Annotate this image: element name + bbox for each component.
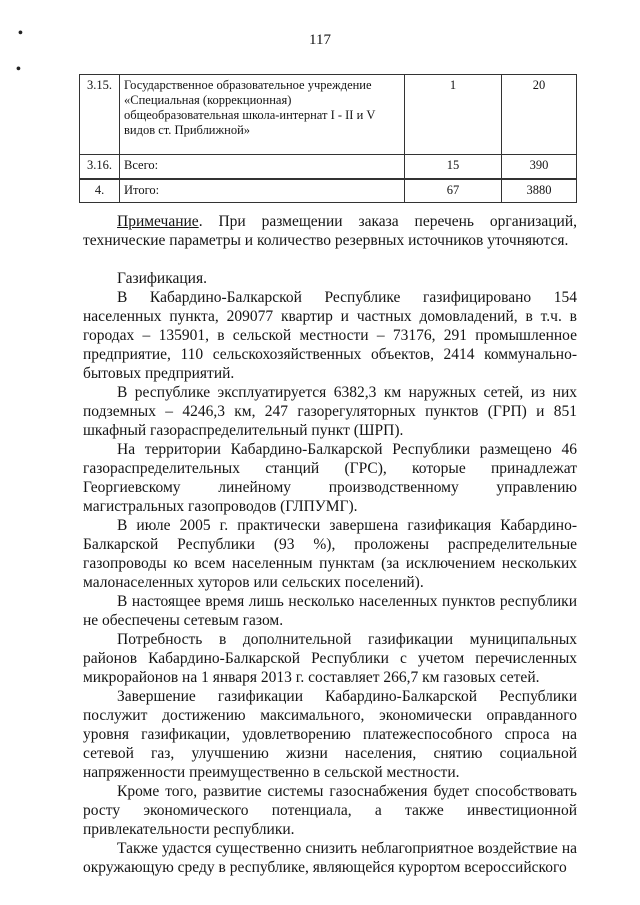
scan-mark: •: [16, 62, 21, 77]
document-body: [83, 212, 577, 877]
row-number: 3.15.: [80, 75, 120, 155]
body-paragraph: Также удастся существенно снизить неблагоприятное воздействие на окружающую среду в республике, являющейся курортом всероссийского: [83, 840, 577, 876]
row-number: 3.16.: [80, 155, 120, 179]
body-paragraph: Завершение газификации Кабардино-Балкарской Республики послужит достижению максимального, экономически оправданного уровня газификации, удовлетворению платежеспособного спроса на сетевой газ, улучшению жизни населения, снятию социальной напряженности преимущественно в сельской местности.: [83, 688, 577, 781]
table-row: [80, 155, 577, 179]
body-paragraph: Потребность в дополнительной газификации муниципальных районов Кабардино-Балкарской Республики с учетом перечисленных микрорайонов на 1 января 2013 г. составляет 266,7 км газовых сетей.: [83, 631, 577, 686]
note-paragraph: [83, 212, 577, 250]
row-value-b: 20: [502, 75, 577, 155]
body-paragraph: На территории Кабардино-Балкарской Республики размещено 46 газораспределительных станций (ГРС), которые принадлежат Георгиевскому линейному производственному управлению магистральных газопроводов (ГЛПУМГ).: [83, 441, 577, 515]
body-paragraph: В Кабардино-Балкарской Республике газифицировано 154 населенных пункта, 209077 квартир и частных домовладений, в т.ч. в городах – 135901, в сельской местности – 73176, 291 промышленное предприятие, 110 сельскохозяйственных объектов, 2414 коммунально-бытовых предприятий.: [83, 289, 577, 382]
body-paragraph: В республике эксплуатируется 6382,3 км наружных сетей, из них подземных – 4246,3 км, 247 газорегуляторных пунктов (ГРП) и 851 шкафный газораспределительный пункт (ШРП).: [83, 384, 577, 439]
body-paragraph: В настоящее время лишь несколько населенных пунктов республики не обеспечены сетевым газом.: [83, 593, 577, 629]
body-paragraph: Кроме того, развитие системы газоснабжения будет способствовать росту экономического потенциала, а также инвестиционной привлекательности республики.: [83, 783, 577, 838]
row-name: Итого:: [120, 179, 405, 203]
row-name: Всего:: [120, 155, 405, 179]
row-value-a: 1: [405, 75, 502, 155]
row-value-a: 67: [405, 179, 502, 203]
body-paragraph: В июле 2005 г. практически завершена газификация Кабардино-Балкарской Республики (93 %), проложены распределительные газопроводы ко всем населенным пунктам (за исключением нескольких малонаселенных хуторов или сельских поселений).: [83, 517, 577, 591]
table-row: [80, 179, 577, 203]
row-value-a: 15: [405, 155, 502, 179]
row-number: 4.: [80, 179, 120, 203]
page-number: 117: [309, 32, 331, 48]
note-label: Примечание: [117, 213, 199, 230]
row-name: Государственное образовательное учреждение «Специальная (коррекционная) общеобразовательная школа-интернат I - II и V видов ст. Приближной»: [120, 75, 405, 155]
row-value-b: 3880: [502, 179, 577, 203]
note-text: . При размещении заказа перечень организаций, технические параметры и количество резервных источников уточняются.: [83, 213, 577, 249]
scan-mark: •: [18, 26, 23, 41]
section-title: Газификация.: [117, 270, 207, 287]
table-row: [80, 75, 577, 155]
row-value-b: 390: [502, 155, 577, 179]
institutions-table: [79, 74, 577, 203]
